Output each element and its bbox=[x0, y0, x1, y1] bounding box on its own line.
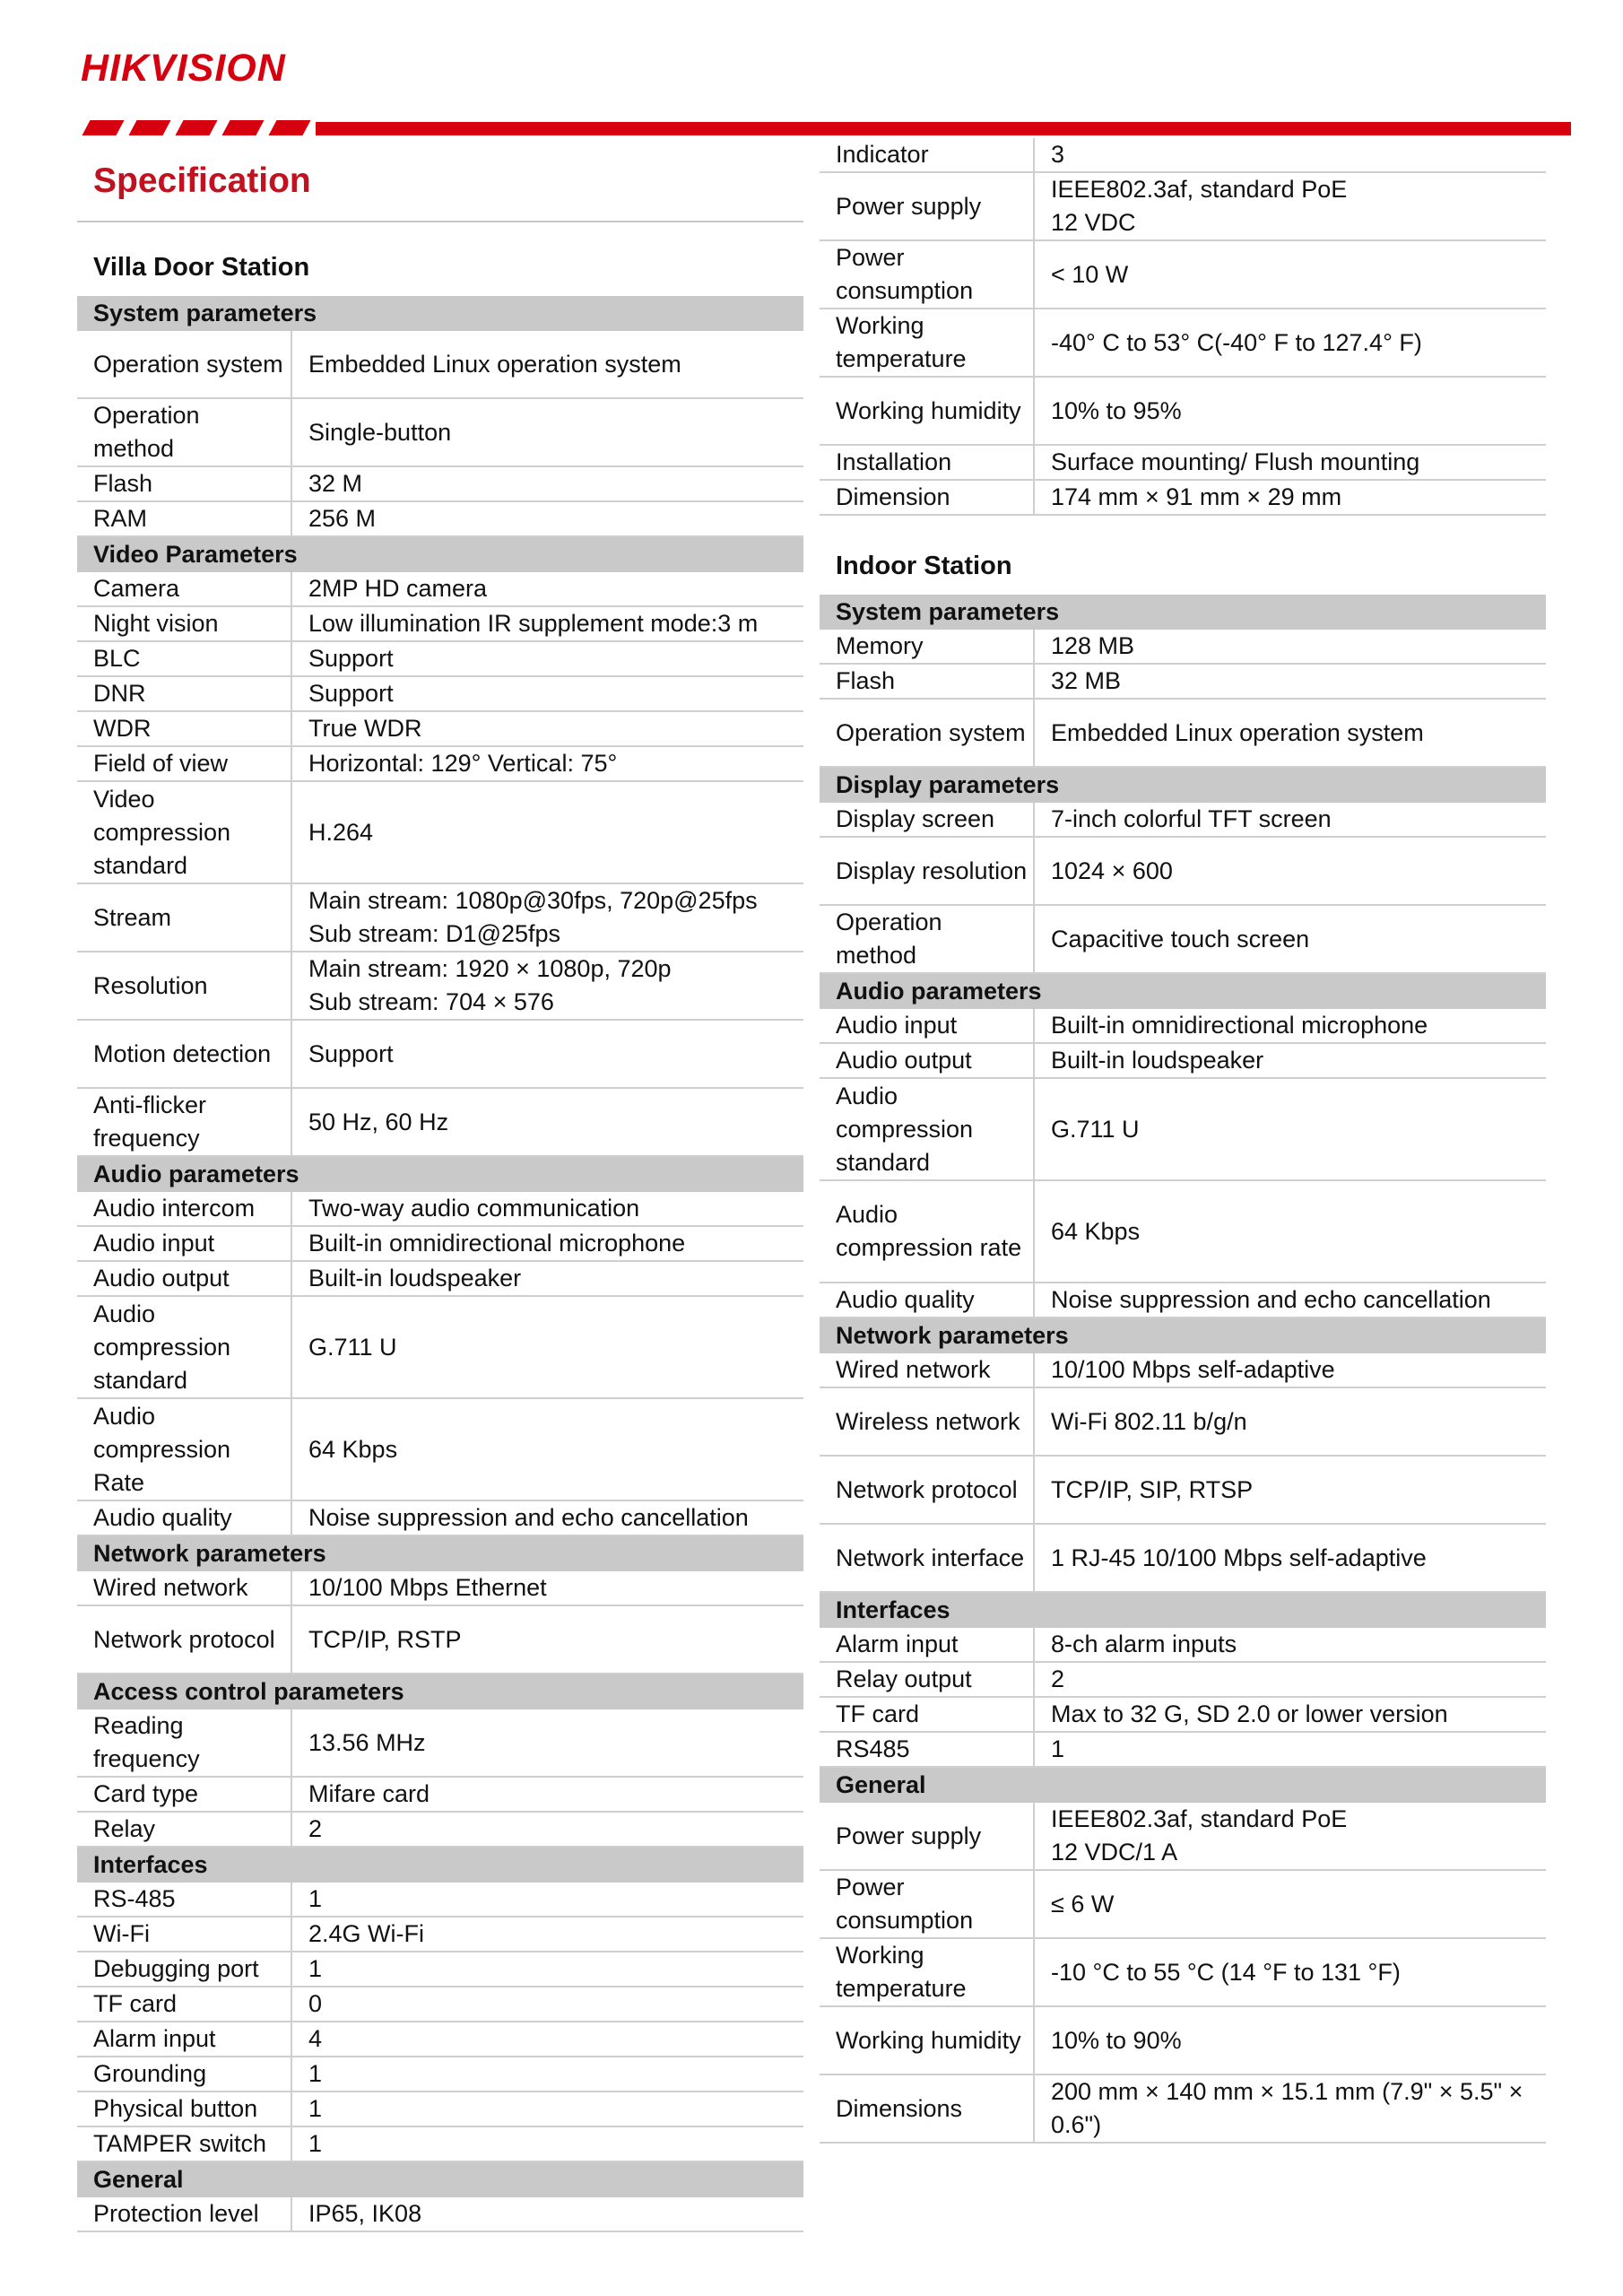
spec-value: 200 mm × 140 mm × 15.1 mm (7.9" × 5.5" × 0.6") bbox=[1051, 2078, 1523, 2138]
spec-value: ≤ 6 W bbox=[1051, 1890, 1115, 1918]
spec-label: Working temperature bbox=[820, 309, 1035, 376]
spec-value: 1 bbox=[308, 2060, 323, 2087]
spec-value: Support bbox=[308, 645, 394, 672]
spec-label: Display resolution bbox=[820, 838, 1035, 904]
spec-row bbox=[77, 747, 803, 782]
spec-label: Audio compression Rate bbox=[77, 1399, 292, 1500]
product-title-villa-door-station: Villa Door Station bbox=[93, 253, 310, 282]
spec-row bbox=[77, 1883, 803, 1918]
spec-label: Power consumption bbox=[820, 1871, 1035, 1937]
spec-label: Wired network bbox=[77, 1571, 292, 1605]
spec-row bbox=[77, 1227, 803, 1262]
spec-value: TCP/IP, RSTP bbox=[308, 1625, 462, 1653]
spec-label: Working temperature bbox=[820, 1939, 1035, 2005]
spec-value: 1 bbox=[308, 2130, 323, 2157]
spec-label: Audio compression standard bbox=[77, 1297, 292, 1397]
spec-label: Audio input bbox=[820, 1009, 1035, 1042]
spec-value: 32 M bbox=[308, 470, 363, 497]
spec-value: 174 mm × 91 mm × 29 mm bbox=[1051, 483, 1342, 510]
section-header: System parameters bbox=[820, 595, 1546, 630]
spec-label: Audio compression standard bbox=[820, 1079, 1035, 1179]
spec-row bbox=[77, 2057, 803, 2092]
spec-label: Audio quality bbox=[77, 1501, 292, 1535]
spec-row bbox=[77, 1021, 803, 1089]
spec-label: Debugging port bbox=[77, 1952, 292, 1986]
spec-value: Main stream: 1080p@30fps, 720p@25fps Sub stream: D1@25fps bbox=[308, 887, 758, 947]
section-header: Audio parameters bbox=[77, 1157, 803, 1192]
spec-value: 7-inch colorful TFT screen bbox=[1051, 805, 1332, 832]
section-header: Display parameters bbox=[820, 768, 1546, 803]
spec-value: Capacitive touch screen bbox=[1051, 925, 1310, 952]
spec-label: Working humidity bbox=[820, 378, 1035, 444]
spec-label: TF card bbox=[77, 1987, 292, 2021]
spec-label: Audio intercom bbox=[77, 1192, 292, 1225]
spec-value: Horizontal: 129° Vertical: 75° bbox=[308, 750, 618, 777]
spacer bbox=[820, 516, 1546, 537]
spec-row bbox=[77, 1297, 803, 1399]
spec-label: Wi-Fi bbox=[77, 1918, 292, 1951]
spec-value: 256 M bbox=[308, 505, 377, 532]
spec-row bbox=[77, 1778, 803, 1813]
spec-row bbox=[820, 1525, 1546, 1593]
spec-row bbox=[77, 677, 803, 712]
spec-value: 1 bbox=[1051, 1735, 1065, 1762]
spec-row bbox=[820, 481, 1546, 516]
spec-value: 10% to 90% bbox=[1051, 2026, 1182, 2054]
title-divider bbox=[77, 221, 803, 222]
spec-row bbox=[820, 700, 1546, 768]
spec-label: TAMPER switch bbox=[77, 2127, 292, 2161]
spec-row bbox=[820, 1283, 1546, 1318]
spec-value: Max to 32 G, SD 2.0 or lower version bbox=[1051, 1700, 1448, 1727]
product-title-indoor-station: Indoor Station bbox=[836, 552, 1012, 580]
spec-row bbox=[77, 1501, 803, 1536]
spec-row bbox=[820, 241, 1546, 309]
spec-label: Display screen bbox=[820, 803, 1035, 836]
spec-row bbox=[820, 838, 1546, 906]
section-header: Video Parameters bbox=[77, 537, 803, 572]
spec-label: Network protocol bbox=[77, 1606, 292, 1673]
spec-row bbox=[77, 2197, 803, 2232]
spec-label: Network interface bbox=[820, 1525, 1035, 1591]
spec-value: 1 bbox=[308, 1955, 323, 1982]
spec-label: Wired network bbox=[820, 1353, 1035, 1387]
spec-value: 32 MB bbox=[1051, 667, 1122, 694]
spec-label: Anti-flicker frequency bbox=[77, 1089, 292, 1155]
spec-row bbox=[77, 607, 803, 642]
spec-label: Operation method bbox=[820, 906, 1035, 972]
spec-value: Main stream: 1920 × 1080p, 720p Sub stream: 704 × 576 bbox=[308, 955, 672, 1015]
spec-label: BLC bbox=[77, 642, 292, 675]
section-header: Network parameters bbox=[77, 1536, 803, 1571]
section-header: System parameters bbox=[77, 296, 803, 331]
spec-label: Motion detection bbox=[77, 1021, 292, 1087]
spec-row bbox=[77, 1192, 803, 1227]
spec-row bbox=[820, 1044, 1546, 1079]
spec-row bbox=[820, 309, 1546, 378]
spec-row bbox=[820, 1009, 1546, 1044]
spec-row bbox=[820, 1939, 1546, 2007]
spec-value: Built-in loudspeaker bbox=[308, 1265, 522, 1292]
spec-label: Reading frequency bbox=[77, 1709, 292, 1776]
spec-row bbox=[820, 665, 1546, 700]
spec-label: Memory bbox=[820, 630, 1035, 663]
spec-row bbox=[820, 1457, 1546, 1525]
spec-label: Dimension bbox=[820, 481, 1035, 514]
spec-value: 10/100 Mbps Ethernet bbox=[308, 1574, 547, 1601]
spec-label: Installation bbox=[820, 446, 1035, 479]
spec-row bbox=[77, 502, 803, 537]
spec-value: G.711 U bbox=[308, 1333, 397, 1361]
spec-value: Two-way audio communication bbox=[308, 1195, 640, 1222]
spec-label: Field of view bbox=[77, 747, 292, 780]
spec-value: -40° C to 53° C(-40° F to 127.4° F) bbox=[1051, 328, 1422, 356]
spec-label: WDR bbox=[77, 712, 292, 745]
spec-row bbox=[820, 446, 1546, 481]
spec-label: Audio compression rate bbox=[820, 1181, 1035, 1282]
spec-row bbox=[77, 331, 803, 399]
spec-value: 4 bbox=[308, 2025, 323, 2052]
spec-row bbox=[820, 1803, 1546, 1871]
spec-row bbox=[77, 782, 803, 884]
spec-value: 1 RJ-45 10/100 Mbps self-adaptive bbox=[1051, 1544, 1427, 1571]
spec-row bbox=[77, 642, 803, 677]
spec-row bbox=[77, 1606, 803, 1674]
spec-value: Low illumination IR supplement mode:3 m bbox=[308, 610, 759, 637]
spec-value: Mifare card bbox=[308, 1780, 430, 1807]
spec-value: Wi-Fi 802.11 b/g/n bbox=[1051, 1407, 1247, 1435]
spec-row bbox=[820, 803, 1546, 838]
spec-value: 2 bbox=[1051, 1665, 1065, 1692]
spec-row bbox=[820, 1181, 1546, 1283]
spec-value: Embedded Linux operation system bbox=[1051, 718, 1424, 746]
spec-label: Working humidity bbox=[820, 2007, 1035, 2074]
spec-label: Camera bbox=[77, 572, 292, 605]
spec-row bbox=[820, 2075, 1546, 2144]
spec-value: Built-in omnidirectional microphone bbox=[308, 1230, 686, 1257]
spec-value: 10% to 95% bbox=[1051, 396, 1182, 424]
spec-row bbox=[820, 1628, 1546, 1663]
spec-value: 64 Kbps bbox=[1051, 1217, 1141, 1245]
spec-label: Resolution bbox=[77, 952, 292, 1019]
spec-value: Embedded Linux operation system bbox=[308, 350, 681, 378]
spec-value: 2.4G Wi-Fi bbox=[308, 1920, 425, 1947]
spec-value: 2 bbox=[308, 1815, 323, 1842]
spec-label: Relay output bbox=[820, 1663, 1035, 1696]
spec-row bbox=[820, 138, 1546, 173]
spec-label: Power supply bbox=[820, 1803, 1035, 1869]
spec-label: Dimensions bbox=[820, 2075, 1035, 2142]
spec-label: Relay bbox=[77, 1813, 292, 1846]
spec-value: Built-in loudspeaker bbox=[1051, 1047, 1264, 1074]
spec-row bbox=[820, 1871, 1546, 1939]
spec-value: 50 Hz, 60 Hz bbox=[308, 1108, 449, 1135]
villa-door-station-spec bbox=[77, 239, 803, 2232]
spec-label: Indicator bbox=[820, 138, 1035, 171]
spec-row bbox=[820, 1388, 1546, 1457]
spec-value: Built-in omnidirectional microphone bbox=[1051, 1012, 1428, 1039]
spec-row bbox=[77, 572, 803, 607]
spec-label: Network protocol bbox=[820, 1457, 1035, 1523]
spec-value: 8-ch alarm inputs bbox=[1051, 1631, 1237, 1657]
spec-row bbox=[77, 952, 803, 1021]
spec-row bbox=[77, 1952, 803, 1987]
spec-value: Support bbox=[308, 680, 394, 707]
spec-value: 3 bbox=[1051, 141, 1065, 168]
spec-row bbox=[77, 399, 803, 467]
section-header: Interfaces bbox=[77, 1848, 803, 1883]
spec-label: Protection level bbox=[77, 2197, 292, 2231]
spec-value: 0 bbox=[308, 1990, 323, 2017]
spec-label: Grounding bbox=[77, 2057, 292, 2091]
spec-value: 64 Kbps bbox=[308, 1435, 398, 1463]
spec-row bbox=[820, 378, 1546, 446]
spec-label: Stream bbox=[77, 884, 292, 951]
spec-label: Operation method bbox=[77, 399, 292, 465]
spec-value: IP65, IK08 bbox=[308, 2200, 422, 2227]
spec-value: 1 bbox=[308, 2095, 323, 2122]
spec-value: 1024 × 600 bbox=[1051, 857, 1173, 884]
spec-value: 1 bbox=[308, 1885, 323, 1912]
spec-row bbox=[77, 1987, 803, 2022]
spec-row bbox=[77, 712, 803, 747]
spec-label: Alarm input bbox=[77, 2022, 292, 2056]
spec-row bbox=[820, 2007, 1546, 2075]
spec-row bbox=[77, 467, 803, 502]
section-header: General bbox=[77, 2162, 803, 2197]
spec-label: Alarm input bbox=[820, 1628, 1035, 1661]
spec-value: IEEE802.3af, standard PoE 12 VDC bbox=[1051, 176, 1348, 236]
right-column-spec bbox=[820, 138, 1546, 2144]
spec-label: Operation system bbox=[820, 700, 1035, 766]
section-header: General bbox=[820, 1768, 1546, 1803]
spec-value: True WDR bbox=[308, 715, 422, 742]
spec-label: DNR bbox=[77, 677, 292, 710]
spec-label: Card type bbox=[77, 1778, 292, 1811]
spec-row bbox=[77, 884, 803, 952]
spec-value: Noise suppression and echo cancellation bbox=[1051, 1286, 1491, 1313]
spec-label: Audio quality bbox=[820, 1283, 1035, 1317]
spec-value: 10/100 Mbps self-adaptive bbox=[1051, 1356, 1335, 1383]
spec-row bbox=[77, 2022, 803, 2057]
spec-value: Surface mounting/ Flush mounting bbox=[1051, 448, 1420, 475]
spec-value: < 10 W bbox=[1051, 260, 1129, 288]
spec-value: 13.56 MHz bbox=[308, 1728, 426, 1756]
spec-value: TCP/IP, SIP, RTSP bbox=[1051, 1475, 1254, 1503]
spec-value: 128 MB bbox=[1051, 632, 1135, 659]
spec-row bbox=[77, 1918, 803, 1952]
spec-value: Noise suppression and echo cancellation bbox=[308, 1504, 749, 1531]
spec-label: Operation system bbox=[77, 331, 292, 397]
hikvision-logo: HIKVISION bbox=[81, 47, 286, 90]
spec-value: Single-button bbox=[308, 418, 452, 446]
spec-value: Support bbox=[308, 1039, 394, 1067]
section-header: Audio parameters bbox=[820, 974, 1546, 1009]
spec-row bbox=[820, 1079, 1546, 1181]
spec-label: RS-485 bbox=[77, 1883, 292, 1916]
spec-label: RS485 bbox=[820, 1733, 1035, 1766]
spec-label: Video compression standard bbox=[77, 782, 292, 883]
spec-row bbox=[77, 1089, 803, 1157]
spec-label: Physical button bbox=[77, 2092, 292, 2126]
spec-row bbox=[820, 1733, 1546, 1768]
spec-label: Audio output bbox=[77, 1262, 292, 1295]
spec-row bbox=[820, 906, 1546, 974]
spec-value: H.264 bbox=[308, 818, 374, 846]
spec-row bbox=[77, 2127, 803, 2162]
spec-row bbox=[820, 630, 1546, 665]
section-header: Network parameters bbox=[820, 1318, 1546, 1353]
spec-value: -10 °C to 55 °C (14 °F to 131 °F) bbox=[1051, 1958, 1401, 1986]
section-header: Access control parameters bbox=[77, 1674, 803, 1709]
spec-row bbox=[820, 1698, 1546, 1733]
spec-label: TF card bbox=[820, 1698, 1035, 1731]
section-header: Interfaces bbox=[820, 1593, 1546, 1628]
header-red-bar bbox=[316, 122, 1571, 135]
spec-row bbox=[77, 1262, 803, 1297]
spec-row bbox=[820, 173, 1546, 241]
spec-row bbox=[77, 1571, 803, 1606]
spec-label: Flash bbox=[820, 665, 1035, 698]
spec-value: G.711 U bbox=[1051, 1115, 1140, 1143]
spec-label: Wireless network bbox=[820, 1388, 1035, 1455]
spec-label: Power consumption bbox=[820, 241, 1035, 308]
spec-value: IEEE802.3af, standard PoE 12 VDC/1 A bbox=[1051, 1805, 1348, 1866]
spec-label: Power supply bbox=[820, 173, 1035, 239]
page-title: Specification bbox=[93, 161, 311, 200]
spec-row bbox=[820, 1353, 1546, 1388]
spec-value: 2MP HD camera bbox=[308, 575, 488, 602]
spec-label: Audio output bbox=[820, 1044, 1035, 1077]
spec-row bbox=[77, 1813, 803, 1848]
spec-row bbox=[77, 1709, 803, 1778]
spec-label: Night vision bbox=[77, 607, 292, 640]
spec-label: Flash bbox=[77, 467, 292, 500]
spec-row bbox=[820, 1663, 1546, 1698]
spec-label: RAM bbox=[77, 502, 292, 535]
spec-row bbox=[77, 1399, 803, 1501]
spec-row bbox=[77, 2092, 803, 2127]
spec-label: Audio input bbox=[77, 1227, 292, 1260]
